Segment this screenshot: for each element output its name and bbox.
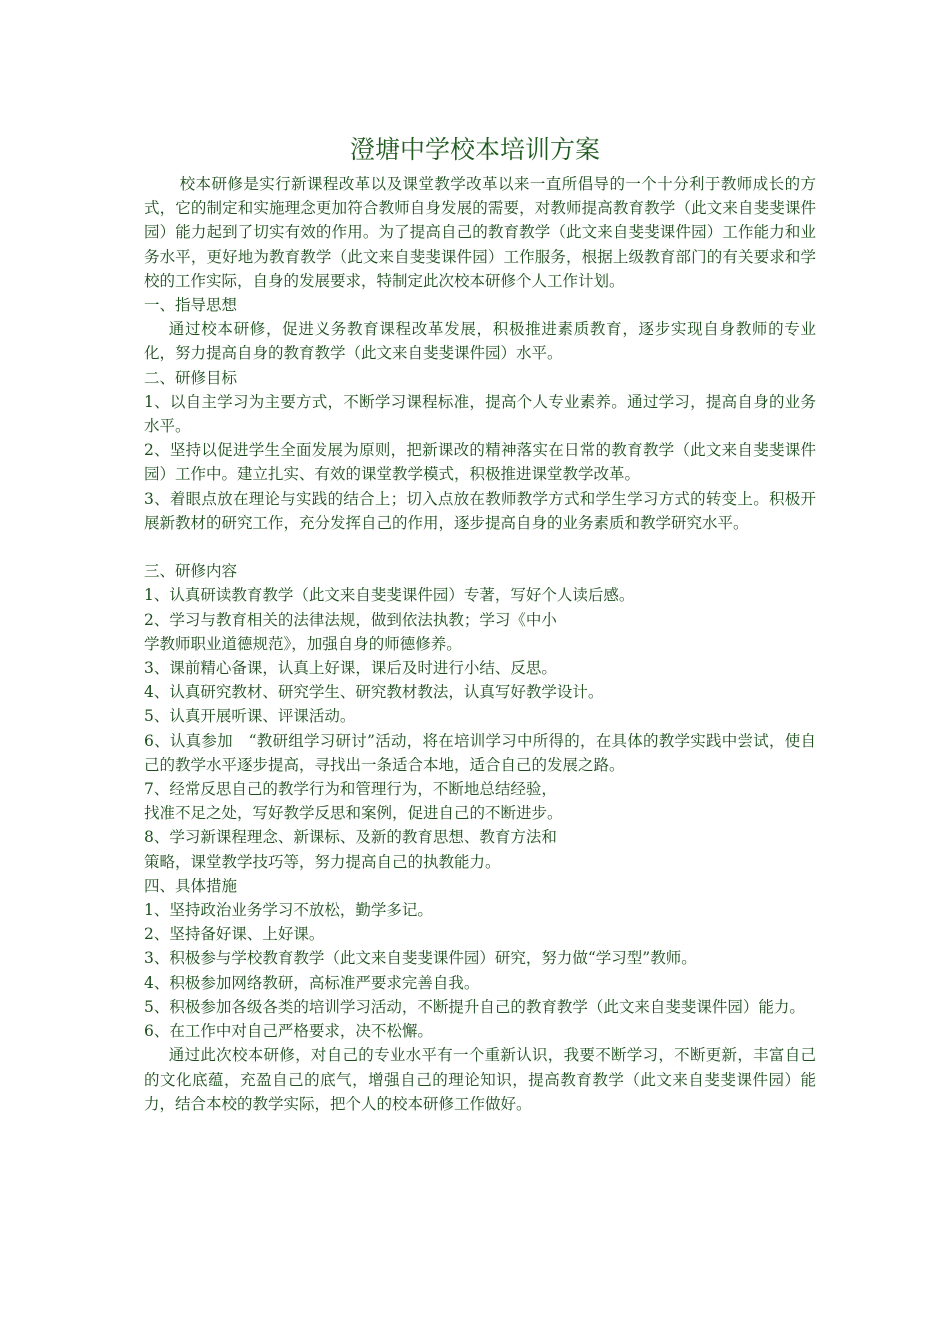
content-item-7-cont: 找准不足之处，写好教学反思和案例，促进自己的不断进步。 <box>144 804 563 823</box>
measure-item-2: 2、坚持备好课、上好课。 <box>144 925 325 944</box>
content-item-6: 6、认真参加 “教研组学习研讨”活动，将在培训学习中所得的，在具体的教学实践中尝试，使自己的教学水平逐步提高，寻找出一条适合本地，适合自己的发展之路。 <box>144 731 816 774</box>
content-item-4: 4、认真研究教材、研究学生、研究教材教法，认真写好教学设计。 <box>144 683 604 702</box>
measure-item-1: 1、坚持政治业务学习不放松，勤学多记。 <box>144 901 433 920</box>
goal-item-2: 2、坚持以促进学生全面发展为原则，把新课改的精神落实在日常的教育教学（此文来自斐斐课件园）工作中。建立扎实、有效的课堂教学模式，积极推进课堂教学改革。 <box>144 441 816 484</box>
blank-line <box>144 535 816 559</box>
measure-item-3: 3、积极参与学校教育教学（此文来自斐斐课件园）研究，努力做“学习型”教师。 <box>144 949 697 968</box>
section-heading-goals: 二、研修目标 <box>144 368 238 387</box>
section-heading-guiding-thought: 一、指导思想 <box>144 296 238 315</box>
measure-item-6: 6、在工作中对自己严格要求，决不松懈。 <box>144 1022 433 1041</box>
content-item-3: 3、课前精心备课，认真上好课，课后及时进行小结、反思。 <box>144 659 557 678</box>
goal-item-1: 1、以自主学习为主要方式，不断学习课程标准，提高个人专业素养。通过学习，提高自身的业务水平。 <box>144 392 816 436</box>
document-title: 澄塘中学校本培训方案 <box>349 135 600 164</box>
goal-item-3: 3、着眼点放在理论与实践的结合上；切入点放在教师教学方式和学生学习方式的转变上。积极开展新教材的研究工作，充分发挥自己的作用，逐步提高自身的业务素质和教学研究水平。 <box>144 489 816 532</box>
content-item-1: 1、认真研读教育教学（此文来自斐斐课件园）专著，写好个人读后感。 <box>144 586 635 605</box>
intro-paragraph: 校本研修是实行新课程改革以及课堂教学改革以来一直所倡导的一个十分利于教师成长的方式，它的制定和实施理念更加符合教师自身发展的需要，对教师提高教育教学（此文来自斐斐课件园）能力起到了切实有效的作用。为了提高自己的教育教学（此文来自斐斐课件园）工作能力和业务水平，更好地为教育教学（此文来自斐斐课件园）工作服务，根据上级教育部门的有关要求和学校的工作实际，自身的发展要求，特制定此次校本研修个人工作计划。 <box>144 175 816 290</box>
content-item-8-cont: 策略，课堂教学技巧等，努力提高自己的执教能力。 <box>144 852 501 871</box>
content-item-7: 7、经常反思自己的教学行为和管理行为，不断地总结经验， <box>144 780 557 799</box>
guiding-thought-paragraph: 通过校本研修，促进义务教育课程改革发展，积极推进素质教育，逐步实现自身教师的专业化，努力提高自身的教育教学（此文来自斐斐课件园）水平。 <box>144 320 816 363</box>
content-item-5: 5、认真开展听课、评课活动。 <box>144 707 356 726</box>
conclusion-paragraph: 通过此次校本研修，对自己的专业水平有一个重新认识，我要不断学习，不断更新，丰富自己的文化底蕴，充盈自己的底气，增强自己的理论知识，提高教育教学（此文来自斐斐课件园）能力，结合本校的教学实际，把个人的校本研修工作做好。 <box>144 1046 816 1113</box>
document-body <box>144 172 816 1116</box>
section-heading-content: 三、研修内容 <box>144 562 238 581</box>
content-item-2-cont: 学教师职业道德规范》，加强自身的师德修养。 <box>144 634 462 653</box>
section-heading-measures: 四、具体措施 <box>144 876 238 895</box>
measure-item-5: 5、积极参加各级各类的培训学习活动，不断提升自己的教育教学（此文来自斐斐课件园）能力。 <box>144 997 805 1016</box>
content-item-2: 2、学习与教育相关的法律法规，做到依法执教；学习《中小 <box>144 610 557 629</box>
content-item-8: 8、学习新课程理念、新课标、及新的教育思想、教育方法和 <box>144 828 557 847</box>
measure-item-4: 4、积极参加网络教研，高标准严要求完善自我。 <box>144 973 480 992</box>
